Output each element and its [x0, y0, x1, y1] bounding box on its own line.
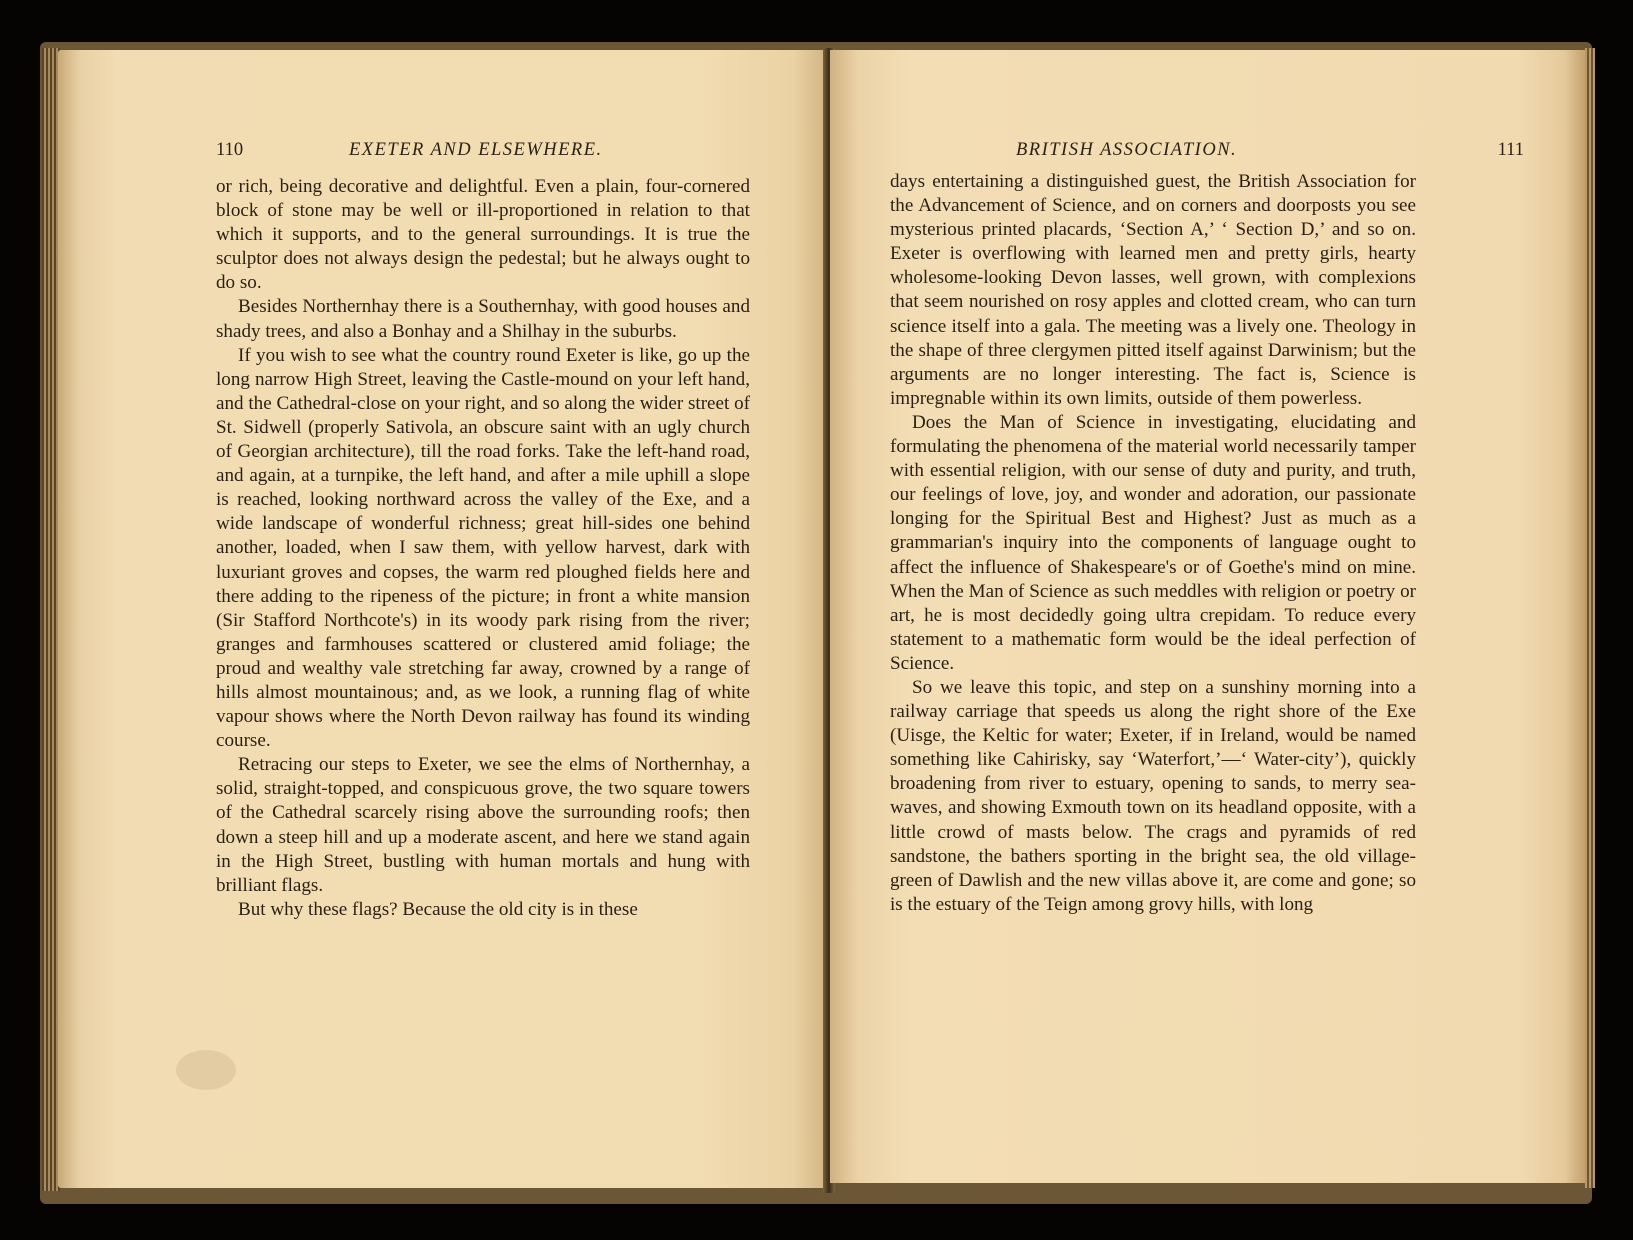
left-body-text [216, 175, 750, 922]
page-edges-right [1585, 48, 1595, 1188]
paragraph: If you wish to see what the country round Exeter is like, go up the long narrow High Street, leaving the Castle-mound on your left hand, and the Cathedral-close on your right, and so along the wider street of St. Sidwell (properly Sativola, an obscure saint with an ugly church of Georgian architecture), till the road forks. Take the left-hand road, and again, at a turnpike, the left hand, and after a mile uphill a slope is reached, looking northward across the valley of the Exe, and a wide landscape of wonderful richness; great hill-sides one behind another, loaded, when I saw them, with yellow harvest, dark with luxuriant groves and copses, the warm red ploughed fields here and there adding to the ripeness of the picture; in front a white mansion (Sir Stafford Northcote's) in its woody park rising from the river; granges and farmhouses scattered or clustered amid foliage; the proud and wealthy vale stretching far away, crowned by a range of hills almost mountainous; and, as we look, a running flag of white vapour shows where the North Devon railway has found its winding course. [216, 344, 750, 752]
paragraph: Besides Northernhay there is a Southernhay, with good houses and shady trees, and also a Bonhay and a Shilhay in the suburbs. [216, 296, 750, 342]
paragraph: or rich, being decorative and delightful. Even a plain, four-cornered block of stone may be well or ill-proportioned in relation to that which it supports, and to the general surroundings. It is true the sculptor does not always design the pedestal; but he always ought to do so. [216, 176, 750, 294]
left-page [58, 50, 826, 1188]
right-page-header [970, 140, 1530, 168]
running-head: BRITISH ASSOCIATION. [1016, 140, 1238, 160]
running-head: EXETER AND ELSEWHERE. [349, 140, 603, 160]
right-body-text [890, 170, 1416, 917]
left-page-header [216, 140, 776, 168]
page-number: 111 [1497, 140, 1524, 160]
right-page [830, 50, 1585, 1183]
page-number: 110 [216, 140, 244, 160]
paper-stain [176, 1050, 236, 1090]
paragraph: So we leave this topic, and step on a sunshiny morning into a railway carriage that speeds us along the right shore of the Exe (Uisge, the Keltic for water; Exeter, if in Ireland, would be named something like Cahirisky, say ‘Waterfort,’—‘ Water-city’), quickly broadening from river to estuary, opening to sands, to merry sea-waves, and showing Exmouth town on its headland opposite, with a little crowd of masts below. The crags and pyramids of red sandstone, the bathers sporting in the bright sea, the old village-green of Dawlish and the new villas above it, are come and gone; so is the estuary of the Teign among grovy hills, with long [890, 676, 1416, 915]
paragraph: Retracing our steps to Exeter, we see the elms of Northernhay, a solid, straight-topped, and conspicuous grove, the two square towers of the Cathedral scarcely rising above the surrounding roofs; then down a steep hill and up a moderate ascent, and here we stand again in the High Street, bustling with human mortals and hung with brilliant flags. [216, 754, 750, 896]
paragraph: Does the Man of Science in investigating, elucidating and formulating the phenomena of the material world necessarily tamper with essential religion, with our sense of duty and purity, and truth, our feelings of love, joy, and wonder and adoration, our passionate longing for the Spiritual Best and Highest? Just as much as a grammarian's inquiry into the components of language ought to affect the influence of Shakespeare's or of Goethe's mind on mine. When the Man of Science as such meddles with religion or poetry or art, he is most decidedly going ultra crepidam. To reduce every statement to a mathematic form would be the ideal perfection of Science. [890, 411, 1416, 674]
paragraph: days entertaining a distinguished guest, the British Association for the Advancement of Science, and on corners and doorposts you see mysterious printed placards, ‘Section A,’ ‘ Section D,’ and so on. Exeter is overflowing with learned men and pretty girls, hearty wholesome-looking Devon lasses, well grown, with complexions that seem nourished on rosy apples and clotted cream, who can turn science itself into a gala. The meeting was a lively one. Theology in the shape of three clergymen pitted itself against Darwinism; but the arguments are no longer interesting. The fact is, Science is impregnable within its own limits, outside of them powerless. [890, 171, 1416, 409]
paragraph: But why these flags? Because the old city is in these [238, 898, 638, 920]
